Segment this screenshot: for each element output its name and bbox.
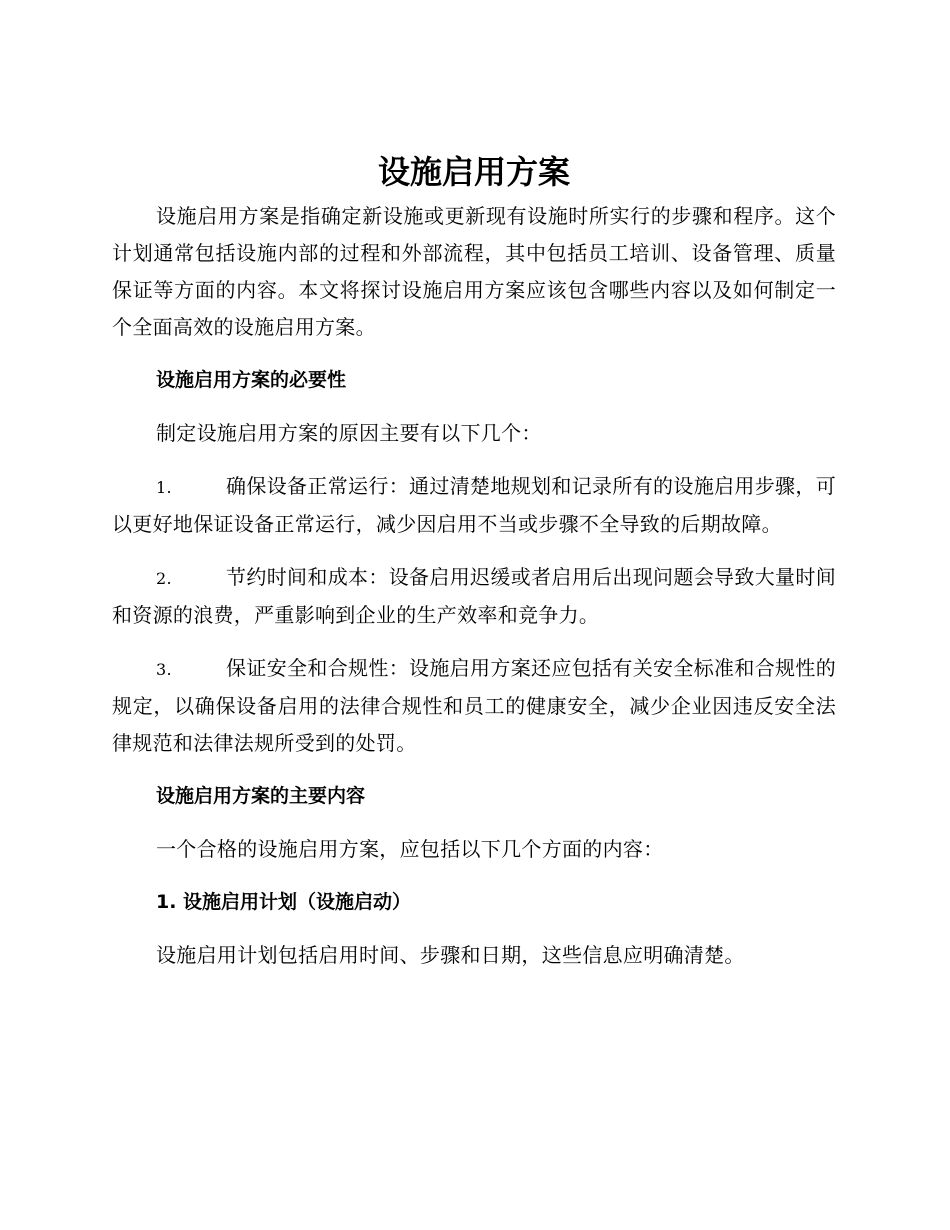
list-item [112,468,836,543]
list-item [112,650,836,762]
list-item-number: 3. [156,660,172,679]
page-title: 设施启用方案 [377,153,570,191]
section-heading-necessity: 设施启用方案的必要性 [156,369,347,391]
list-item-text: 确保设备正常运行：通过清楚地规划和记录所有的设施启用步骤，可以更好地保证设备正常运行，减少因启用不当或步骤不全导致的后期故障。 [112,474,836,536]
main-content-lead-paragraph: 一个合格的设施启用方案，应包括以下几个方面的内容： [156,837,664,861]
list-item-number: 1. [156,478,172,497]
intro-paragraph: 设施启用方案是指确定新设施或更新现有设施时所实行的步骤和程序。这个计划通常包括设施内部的过程和外部流程，其中包括员工培训、设备管理、质量保证等方面的内容。本文将探讨设施启用方案应该包含哪些内容以及如何制定一个全面高效的设施启用方案。 [112,204,836,339]
list-item-text: 保证安全和合规性：设施启用方案还应包括有关安全标准和合规性的规定，以确保设备启用的法律合规性和员工的健康安全，减少企业因违反安全法律规范和法律法规所受到的处罚。 [112,656,836,755]
list-item-number: 2. [156,569,172,588]
document-page [112,148,836,990]
subsection-heading-plan: 1. 设施启用计划（设施启动） [156,891,412,913]
list-item [112,559,836,634]
list-item-text: 节约时间和成本：设备启用迟缓或者启用后出现问题会导致大量时间和资源的浪费，严重影响到企业的生产效率和竞争力。 [112,565,836,627]
section-heading-main-content: 设施启用方案的主要内容 [156,785,366,807]
necessity-lead-paragraph: 制定设施启用方案的原因主要有以下几个： [156,421,542,445]
plan-paragraph: 设施启用计划包括启用时间、步骤和日期，这些信息应明确清楚。 [156,943,745,967]
